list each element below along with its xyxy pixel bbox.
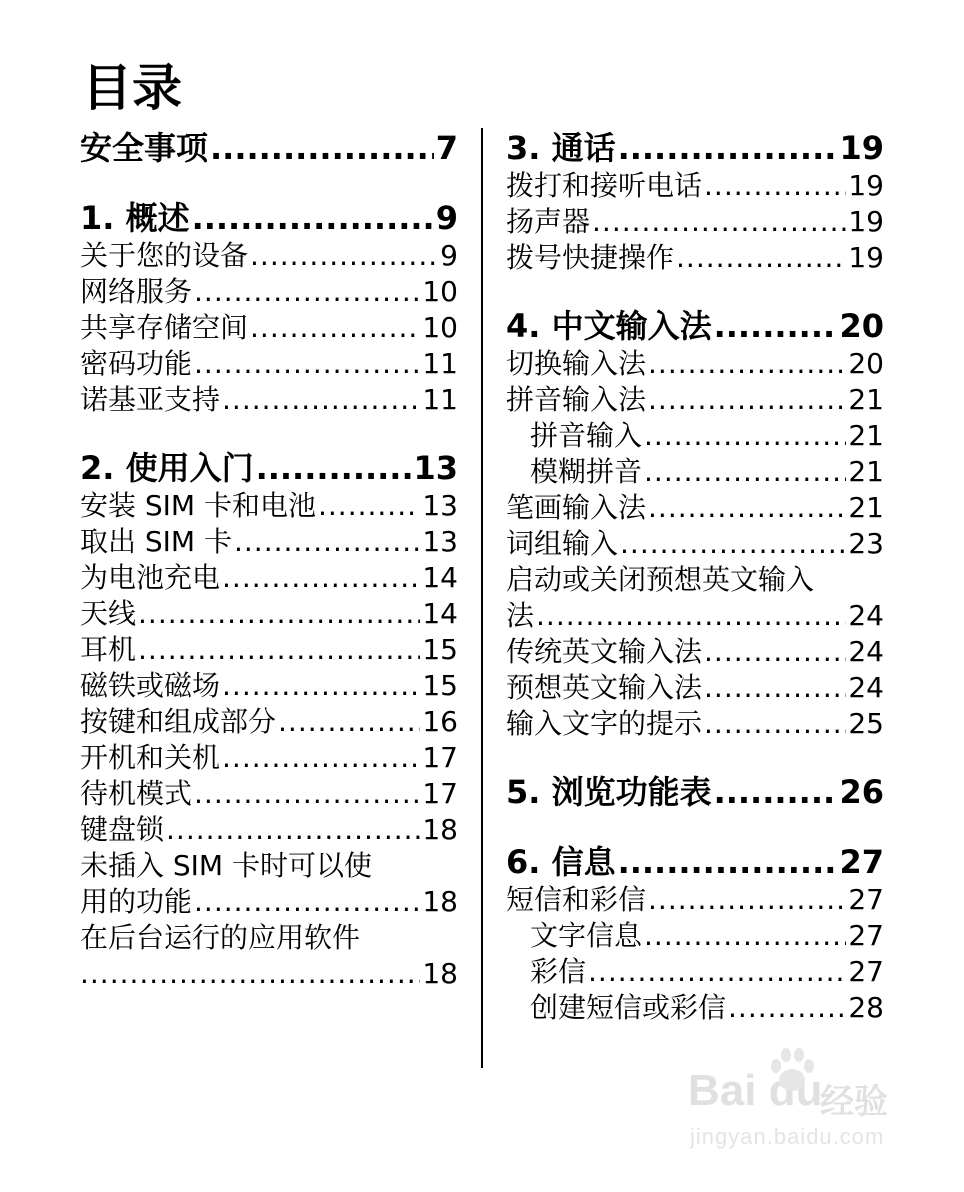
toc-subentry[interactable]: 模糊拼音 ..... 21 <box>506 454 884 490</box>
toc-entry[interactable]: 键盘锁 ..... 18 <box>80 812 458 848</box>
toc-entry-wrapped[interactable]: 在后台运行的应用软件 ..... 18 <box>80 920 458 992</box>
toc-entry[interactable]: 笔画输入法 ..... 21 <box>506 490 884 526</box>
toc-entry[interactable]: 待机模式 ..... 17 <box>80 776 458 812</box>
toc-entry[interactable]: 开机和关机 ..... 17 <box>80 740 458 776</box>
toc-entry[interactable]: 切换输入法 ..... 20 <box>506 346 884 382</box>
toc-entry[interactable]: 短信和彩信 ..... 27 <box>506 882 884 918</box>
toc-subentry[interactable]: 文字信息 ..... 27 <box>506 918 884 954</box>
watermark-brand: 经验 <box>820 1082 888 1122</box>
toc-subentry[interactable]: 创建短信或彩信 ..... 28 <box>506 990 884 1026</box>
toc-entry[interactable]: 按键和组成部分 ..... 16 <box>80 704 458 740</box>
toc-list <box>80 128 458 992</box>
toc-right-column <box>506 128 884 1026</box>
toc-left-column <box>80 128 458 992</box>
toc-heading-safety[interactable]: 安全事项 ..... 7 <box>80 128 458 168</box>
toc-list <box>506 128 884 1026</box>
toc-heading-ch3[interactable]: 3. 通话 ..... 19 <box>506 128 884 168</box>
toc-entry[interactable]: 取出 SIM 卡 ..... 13 <box>80 524 458 560</box>
toc-entry[interactable]: 拨号快捷操作 ..... 19 <box>506 240 884 276</box>
toc-heading-ch4[interactable]: 4. 中文输入法 ..... 20 <box>506 306 884 346</box>
toc-heading-ch6[interactable]: 6. 信息 ..... 27 <box>506 842 884 882</box>
toc-entry[interactable]: 拼音输入法 ..... 21 <box>506 382 884 418</box>
toc-entry-line1: 未插入 SIM 卡时可以使 <box>80 849 372 882</box>
toc-entry[interactable]: 传统英文输入法 ..... 24 <box>506 634 884 670</box>
toc-entry[interactable]: 词组输入 ..... 23 <box>506 526 884 562</box>
toc-entry[interactable]: 耳机 ..... 15 <box>80 632 458 668</box>
toc-subentry[interactable]: 彩信 ..... 27 <box>506 954 884 990</box>
toc-heading-ch5[interactable]: 5. 浏览功能表 ..... 26 <box>506 772 884 812</box>
paw-icon <box>766 1046 818 1098</box>
column-divider <box>481 128 483 1068</box>
toc-entry[interactable]: 预想英文输入法 ..... 24 <box>506 670 884 706</box>
toc-entry[interactable]: 扬声器 ..... 19 <box>506 204 884 240</box>
toc-entry[interactable]: 输入文字的提示 ..... 25 <box>506 706 884 742</box>
toc-subentry[interactable]: 拼音输入 ..... 21 <box>506 418 884 454</box>
toc-entry-wrapped[interactable]: 未插入 SIM 卡时可以使 用的功能 ..... 18 <box>80 848 458 920</box>
toc-entry[interactable]: 拨打和接听电话 ..... 19 <box>506 168 884 204</box>
toc-entry[interactable]: 共享存储空间 ..... 10 <box>80 310 458 346</box>
toc-entry-wrapped[interactable]: 启动或关闭预想英文输入 法 ..... 24 <box>506 562 884 634</box>
watermark-url: jingyan.baidu.com <box>690 1124 885 1149</box>
toc-entry[interactable]: 天线 ..... 14 <box>80 596 458 632</box>
toc-entry-line1: 启动或关闭预想英文输入 <box>506 563 815 596</box>
watermark-logo-text: Bai du <box>688 1066 823 1115</box>
toc-heading-ch2[interactable]: 2. 使用入门 ..... 13 <box>80 448 458 488</box>
toc-entry[interactable]: 安装 SIM 卡和电池 ..... 13 <box>80 488 458 524</box>
toc-entry[interactable]: 网络服务 ..... 10 <box>80 274 458 310</box>
toc-entry[interactable]: 为电池充电 ..... 14 <box>80 560 458 596</box>
baidu-jingyan-watermark <box>688 1046 910 1156</box>
toc-entry-line1: 在后台运行的应用软件 <box>80 921 361 954</box>
page-title: 目录 <box>82 59 182 117</box>
toc-entry[interactable]: 诺基亚支持 ..... 11 <box>80 382 458 418</box>
toc-heading-ch1[interactable]: 1. 概述 ..... 9 <box>80 198 458 238</box>
toc-entry[interactable]: 磁铁或磁场 ..... 15 <box>80 668 458 704</box>
toc-entry[interactable]: 密码功能 ..... 11 <box>80 346 458 382</box>
toc-entry[interactable]: 关于您的设备 ..... 9 <box>80 238 458 274</box>
